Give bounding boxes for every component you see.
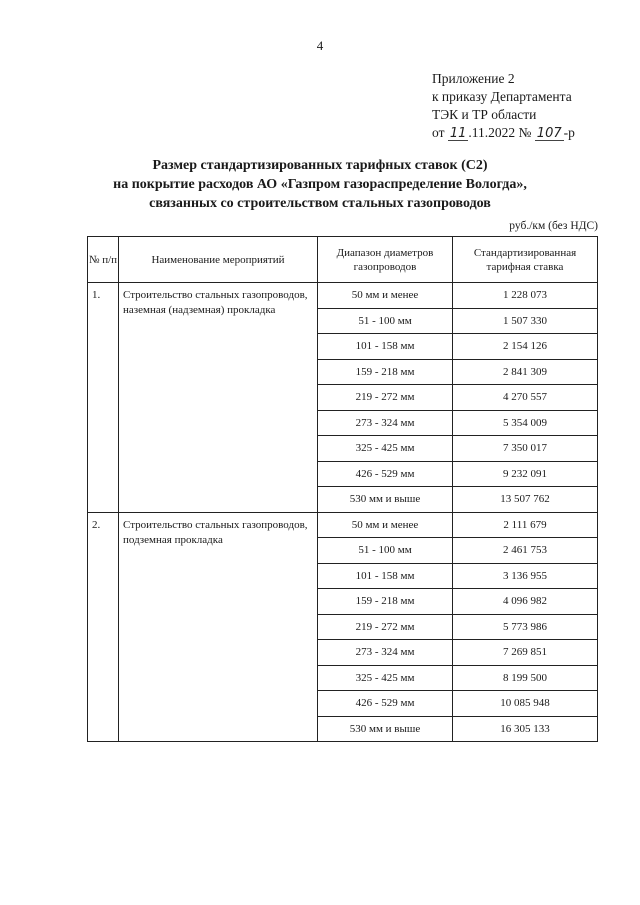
diameter-range: 50 мм и менее (318, 283, 453, 309)
tariff-rate: 5 354 009 (453, 410, 598, 436)
tariff-rate: 8 199 500 (453, 665, 598, 691)
tariff-rate: 10 085 948 (453, 691, 598, 717)
header-tariff-rate: Стандартизированная тарифная ставка (453, 237, 598, 283)
tariff-rate: 7 269 851 (453, 640, 598, 666)
table-row (88, 283, 598, 309)
diameter-range: 273 - 324 мм (318, 640, 453, 666)
title-line-1: Размер стандартизированных тарифных ставок (С2) (152, 158, 488, 173)
handwritten-order-number: 107 (536, 126, 562, 141)
order-suffix: -р (563, 125, 575, 140)
diameter-range: 50 мм и менее (318, 512, 453, 538)
tariff-rate: 4 270 557 (453, 385, 598, 411)
diameter-range: 51 - 100 мм (318, 308, 453, 334)
document-title (0, 156, 640, 213)
tariff-rate: 13 507 762 (453, 487, 598, 513)
diameter-range: 101 - 158 мм (318, 334, 453, 360)
page-number: 4 (316, 38, 324, 53)
header-number: № п/п (88, 237, 119, 283)
measure-name: Строительство стальных газопроводов, наземная (надземная) прокладка (119, 283, 318, 513)
diameter-range: 51 - 100 мм (318, 538, 453, 564)
header-name: Наименование мероприятий (119, 237, 318, 283)
diameter-range: 530 мм и выше (318, 716, 453, 742)
header-diameter-range: Диапазон диаметров газопроводов (318, 237, 453, 283)
diameter-range: 159 - 218 мм (318, 359, 453, 385)
tariff-rate: 7 350 017 (453, 436, 598, 462)
handwritten-day: 11 (449, 126, 467, 141)
diameter-range: 426 - 529 мм (318, 691, 453, 717)
diameter-range: 219 - 272 мм (318, 385, 453, 411)
tariff-rate: 1 507 330 (453, 308, 598, 334)
date-rest: .11.2022 № (468, 125, 532, 140)
table-body (88, 283, 598, 742)
diameter-range: 325 - 425 мм (318, 436, 453, 462)
tariff-rate: 5 773 986 (453, 614, 598, 640)
diameter-range: 426 - 529 мм (318, 461, 453, 487)
diameter-range: 325 - 425 мм (318, 665, 453, 691)
diameter-range: 273 - 324 мм (318, 410, 453, 436)
row-number: 1. (88, 283, 119, 513)
tariff-rate: 2 111 679 (453, 512, 598, 538)
appendix-title: Приложение 2 (432, 71, 515, 86)
tariff-rate: 2 841 309 (453, 359, 598, 385)
date-prefix: от (432, 125, 445, 140)
row-number: 2. (88, 512, 119, 742)
tariff-rate: 16 305 133 (453, 716, 598, 742)
table-header-row (88, 237, 598, 283)
tariff-rate: 2 461 753 (453, 538, 598, 564)
table-row (88, 512, 598, 538)
tariff-rate: 9 232 091 (453, 461, 598, 487)
appendix-department: ТЭК и ТР области (432, 107, 537, 122)
tariff-rate: 1 228 073 (453, 283, 598, 309)
tariff-rate: 3 136 955 (453, 563, 598, 589)
unit-note: руб./км (без НДС) (509, 220, 598, 232)
title-line-3: связанных со строительством стальных газопроводов (149, 196, 491, 211)
measure-name: Строительство стальных газопроводов, подземная прокладка (119, 512, 318, 742)
diameter-range: 101 - 158 мм (318, 563, 453, 589)
title-line-2: на покрытие расходов АО «Газпром газораспределение Вологда», (113, 177, 527, 192)
appendix-header (432, 70, 575, 142)
appendix-order-ref: к приказу Департамента (432, 89, 572, 104)
tariff-table (87, 236, 598, 742)
diameter-range: 530 мм и выше (318, 487, 453, 513)
tariff-rate: 2 154 126 (453, 334, 598, 360)
tariff-rate: 4 096 982 (453, 589, 598, 615)
diameter-range: 159 - 218 мм (318, 589, 453, 615)
diameter-range: 219 - 272 мм (318, 614, 453, 640)
appendix-date-line (432, 124, 575, 142)
